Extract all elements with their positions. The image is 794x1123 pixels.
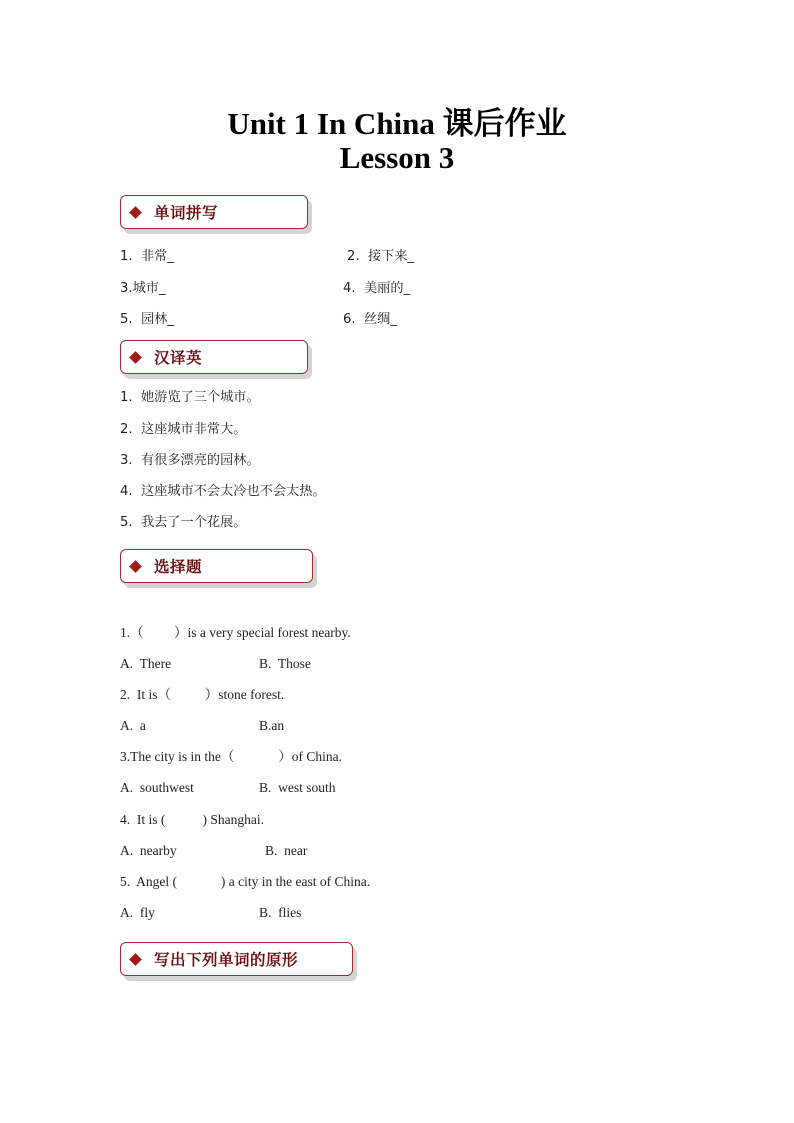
choice-option: A. southwest [120, 780, 194, 795]
choice-question-5: 5. Angel ( ) a city in the east of China. [120, 874, 371, 889]
section-title: 选择题 [154, 558, 203, 576]
choice-option: B.an [259, 718, 285, 733]
translation-item-4: 4. 这座城市不会太冷也不会太热。 [120, 484, 326, 499]
section-header-spelling [120, 195, 308, 229]
diamond-bullet-icon [129, 560, 142, 573]
spelling-item-1: 1. 非常_ [120, 249, 174, 264]
diamond-bullet-icon [129, 206, 142, 219]
choice-option: A. fly [120, 905, 155, 920]
choice-question-1: 1.（ ）is a very special forest nearby. [120, 625, 351, 640]
section-title: 单词拼写 [154, 204, 219, 222]
choice-option: A. a [120, 718, 146, 733]
spelling-item-5: 5. 园林_ [120, 312, 174, 327]
spelling-item-4: 4. 美丽的_ [343, 281, 411, 296]
choice-option: A. There [120, 656, 172, 671]
choice-question-2: 2. It is（ ）stone forest. [120, 687, 285, 702]
section-header-choice [120, 549, 313, 583]
diamond-bullet-icon [129, 953, 142, 966]
spelling-item-3: 3.城市_ [120, 281, 166, 296]
section-header-translation [120, 340, 308, 374]
choice-option: B. Those [259, 656, 311, 671]
choice-option: B. west south [259, 780, 336, 795]
section-title: 汉译英 [154, 349, 203, 367]
translation-item-5: 5. 我去了一个花展。 [120, 515, 247, 530]
page-subtitle: Lesson 3 [339, 140, 455, 175]
spelling-item-2: 2. 接下来_ [347, 249, 415, 264]
choice-option: B. near [265, 843, 308, 858]
choice-option: B. flies [259, 905, 302, 920]
choice-question-4: 4. It is ( ) Shanghai. [120, 812, 264, 827]
choice-question-3: 3.The city is in the（ ）of China. [120, 749, 342, 764]
translation-item-2: 2. 这座城市非常大。 [120, 422, 247, 437]
translation-item-3: 3. 有很多漂亮的园林。 [120, 453, 260, 468]
choice-option: A. nearby [120, 843, 177, 858]
section-title: 写出下列单词的原形 [154, 951, 299, 969]
diamond-bullet-icon [129, 351, 142, 364]
page-title: Unit 1 In China 课后作业 [227, 106, 567, 141]
translation-item-1: 1. 她游览了三个城市。 [120, 390, 260, 405]
spelling-item-6: 6. 丝绸_ [343, 312, 397, 327]
section-header-base-forms [120, 942, 353, 976]
